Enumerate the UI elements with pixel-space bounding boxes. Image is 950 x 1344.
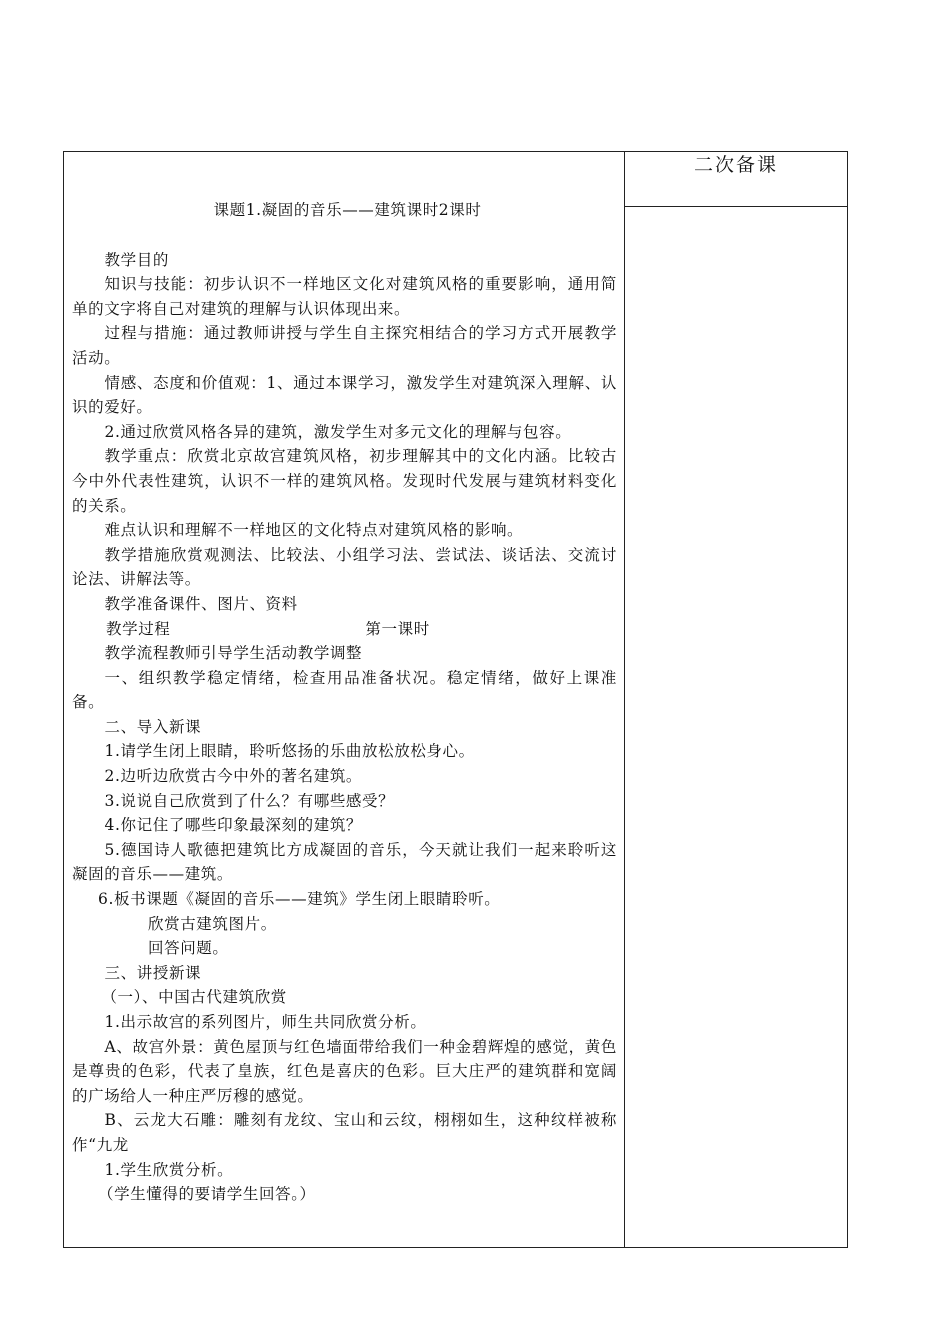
secondary-prep-header: 二次备课: [693, 154, 778, 176]
process-row: [72, 617, 617, 642]
indented-line: 欣赏古建筑图片。: [148, 914, 277, 933]
paragraph: 1.出示故宫的系列图片，师生共同欣赏分析。: [104, 1013, 427, 1031]
indented-line: 回答问题。: [148, 939, 229, 958]
paragraph: 4.你记住了哪些印象最深刻的建筑？: [104, 816, 363, 835]
paragraph: 5.德国诗人歌德把建筑比方成凝固的音乐，今天就让我们一起来聆听这凝固的音乐——建筑。: [72, 840, 617, 884]
paragraph: 一、组织教学稳定情绪，检查用品准备状况。稳定情绪，做好上课准备。: [72, 668, 617, 712]
paragraph: 1.请学生闭上眼睛，聆听悠扬的乐曲放松放松身心。: [104, 742, 475, 761]
lesson-title: 课题1.凝固的音乐——建筑课时2课时: [213, 201, 482, 219]
process-label: 教学过程: [106, 619, 171, 638]
period-label: 第一课时: [365, 619, 430, 638]
board-title-line: 6.板书课题《凝固的音乐——建筑》学生闭上眼睛聆听。: [98, 890, 501, 909]
paragraph: B、云龙大石雕：雕刻有龙纹、宝山和云纹，栩栩如生，这种纹样被称作“九龙: [72, 1111, 617, 1154]
paragraph: 教学准备课件、图片、资料: [104, 594, 298, 613]
column-divider: [624, 152, 625, 1247]
paragraph: 教学流程教师引导学生活动教学调整: [104, 644, 363, 663]
paragraph: （一）、中国古代建筑欣赏: [101, 988, 287, 1007]
lesson-table: [63, 151, 848, 1248]
paragraph: 二、导入新课: [104, 717, 202, 736]
header-divider: [625, 206, 847, 207]
paragraph: A、故宫外景：黄色屋顶与红色墙面带给我们一种金碧辉煌的感觉，黄色是尊贵的色彩，代表了皇族，红色是喜庆的色彩。巨大庄严的建筑群和宽阔的广场给人一种庄严厉穆的感觉。: [72, 1037, 617, 1105]
paragraph: 三、讲授新课: [104, 963, 202, 982]
paragraph: 3.说说自己欣赏到了什么？有哪些感受？: [104, 791, 395, 810]
paragraph: 1.学生欣赏分析。: [104, 1160, 234, 1179]
last-line: （学生懂得的要请学生回答。）: [98, 1185, 316, 1204]
paragraph: 2.边听边欣赏古今中外的著名建筑。: [104, 767, 363, 786]
paragraph: 过程与措施：通过教师讲授与学生自主探究相结合的学习方式开展教学活动。: [72, 324, 617, 367]
paragraph: 难点认识和理解不一样地区的文化特点对建筑风格的影响。: [104, 521, 524, 540]
paragraph: 教学措施欣赏观测法、比较法、小组学习法、尝试法、谈话法、交流讨论法、讲解法等。: [72, 545, 617, 589]
paragraph: 知识与技能：初步认识不一样地区文化对建筑风格的重要影响，通用简单的文字将自己对建筑的理解与认识体现出来。: [72, 275, 617, 318]
paragraph: 教学目的: [104, 250, 169, 269]
lesson-content: [72, 198, 617, 1207]
paragraph: 教学重点：欣赏北京故宫建筑风格，初步理解其中的文化内涵。比较古今中外代表性建筑，认识不一样的建筑风格。发现时代发展与建筑材料变化的关系。: [72, 447, 617, 515]
paragraph: 情感、态度和价值观：1、通过本课学习，激发学生对建筑深入理解、认识的爱好。: [72, 373, 617, 417]
paragraph: 2.通过欣赏风格各异的建筑，激发学生对多元文化的理解与包容。: [104, 422, 572, 441]
